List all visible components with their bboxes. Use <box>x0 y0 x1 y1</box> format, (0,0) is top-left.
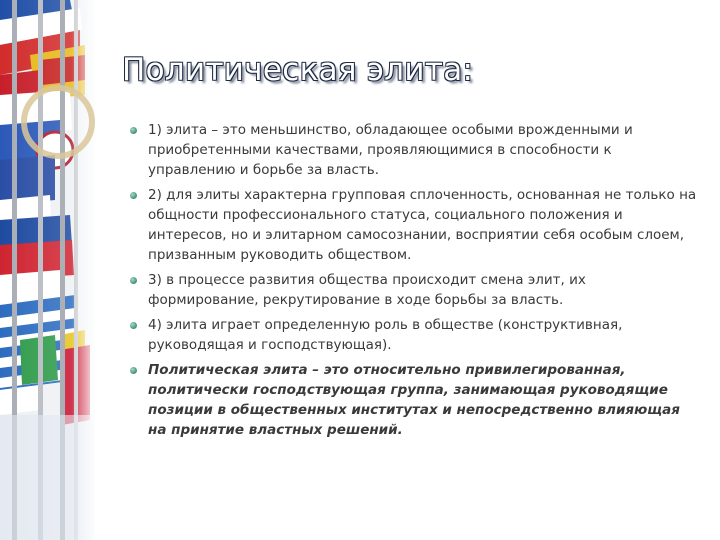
list-item-text: 3) в процессе развития общества происходит смена элит, их формирование, рекрутирование в ходе борьбы за власть. <box>148 272 586 308</box>
flags-decoration <box>0 0 95 540</box>
list-item <box>128 185 700 265</box>
bullet-list <box>128 120 700 445</box>
slide-title: Политическая элита: <box>122 52 474 88</box>
flags-image <box>0 0 95 540</box>
definition-item <box>128 360 700 440</box>
list-item-text: 1) элита – это меньшинство, обладающее особыми врожденными и приобретенными качествами, проявляющимися в способности к управлению и борьбе за власть. <box>148 122 633 178</box>
bullet-icon <box>130 277 137 284</box>
bullet-icon <box>130 367 137 374</box>
list-item-text: 4) элита играет определенную роль в обществе (конструктивная, руководящая и господствующая). <box>148 317 623 353</box>
bullet-icon <box>130 192 137 199</box>
list-item <box>128 270 700 310</box>
list-item <box>128 120 700 180</box>
bullet-icon <box>130 127 137 134</box>
list-item <box>128 315 700 355</box>
definition-text: Политическая элита – это относительно привилегированная, политически господствующая группа, занимающая руководящие позиции в общественных институтах и непосредственно влияющая на принятие властных решений. <box>148 362 680 438</box>
bullet-icon <box>130 322 137 329</box>
list-item-text: 2) для элиты характерна групповая сплоченность, основанная не только на общности профессионального статуса, социального положения и интересов, но и элитарном самосознании, восприятии себя особым слоем, призванным руководить обществом. <box>148 187 697 263</box>
